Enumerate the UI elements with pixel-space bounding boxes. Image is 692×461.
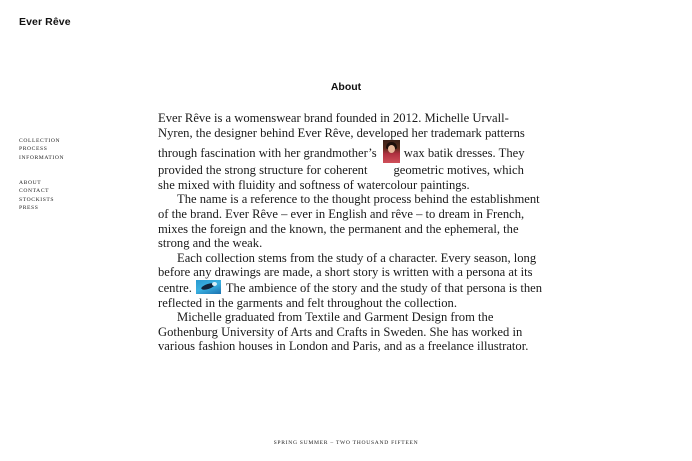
brand-logo-link[interactable]: Ever Rêve <box>19 16 71 28</box>
swimmer-thumbnail[interactable] <box>196 280 221 294</box>
inline-spacer <box>370 171 390 172</box>
season-footer: SPRING SUMMER – TWO THOUSAND FIFTEEN <box>273 440 419 446</box>
paragraph-name-meaning: The name is a reference to the thought process behind the establishment of the brand. Ever Rêve – ever in English and rêve – to dream in French, mixes the foreign and the known, the permanent and the ephemeral, the strong and the weak. <box>158 192 540 251</box>
paragraph-education: Michelle graduated from Textile and Garment Design from the Gothenburg University of Arts and Crafts in Sweden. She has worked in various fashion houses in London and Paris, and as a freelance illustrator. <box>158 310 529 354</box>
collection-text-part-2: The ambience of the story and the study of that persona is then reflected in the garments and felt throughout the collection. <box>158 280 542 310</box>
water-splash <box>212 282 217 286</box>
nav-item-stockists[interactable]: STOCKISTS <box>19 196 55 203</box>
paragraph-collection-process <box>158 251 543 310</box>
portrait-face <box>388 145 395 153</box>
nav-item-press[interactable]: PRESS <box>19 205 39 212</box>
grandmother-portrait-thumbnail[interactable] <box>383 140 400 163</box>
page-title: About <box>330 81 362 93</box>
intro-text-part-3: geometric motives, which she mixed with fluidity and softness of watercolour paintings. <box>158 163 524 192</box>
primary-nav <box>19 137 64 162</box>
paragraph-intro <box>158 111 543 192</box>
secondary-nav <box>19 179 54 213</box>
nav-item-about[interactable]: ABOUT <box>19 180 42 186</box>
nav-item-process[interactable]: PROCESS <box>19 146 48 153</box>
about-article <box>158 111 543 354</box>
collection-text-part-1: Each collection stems from the study of a character. Every season, long before any drawings are made, a short story is written with a persona at its centre. <box>158 250 537 295</box>
intro-text-part-2: wax batik dresses. They provided the strong structure for coherent <box>158 146 525 178</box>
nav-item-information[interactable]: INFORMATION <box>19 154 65 161</box>
intro-text-part-1: Ever Rêve is a womenswear brand founded in 2012. Michelle Urvall-Nyren, the designer behind Ever Rêve, developed her trademark patterns through fascination with her grandmother’s <box>158 111 525 161</box>
nav-item-collection[interactable]: COLLECTION <box>19 138 61 144</box>
nav-item-contact[interactable]: CONTACT <box>19 188 50 195</box>
